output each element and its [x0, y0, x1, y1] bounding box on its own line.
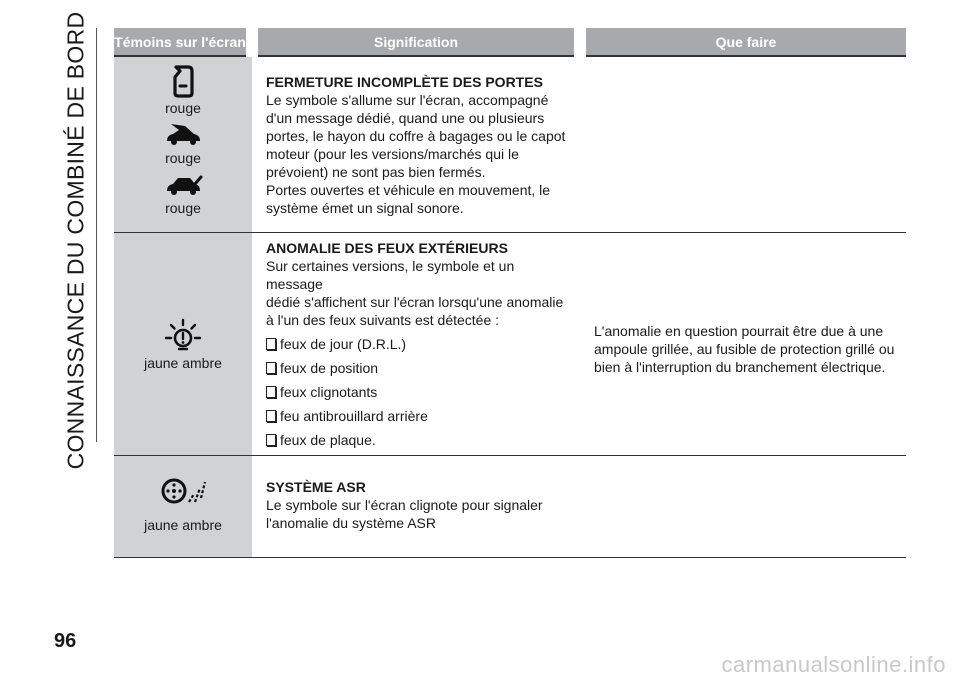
meaning-heading: ANOMALIE DES FEUX EXTÉRIEURS	[266, 239, 508, 256]
indicator-color-label: rouge	[165, 150, 201, 166]
table-row	[114, 232, 906, 455]
side-divider	[96, 28, 97, 442]
header-meaning: Signification	[252, 28, 580, 56]
meaning-text-line: Le symbole sur l'écran clignote pour signaler	[266, 496, 543, 513]
list-item: feux de jour (D.R.L.)	[266, 335, 570, 353]
trunk-open-icon	[163, 169, 203, 199]
indicator-color-label: rouge	[165, 200, 201, 216]
action-cell: L'anomalie en question pourrait être due à une ampoule grillée, au fusible de protection grillé ou bien à l'interruption du branchement électrique.	[580, 232, 906, 455]
list-item: feux de plaque.	[266, 431, 570, 449]
meaning-text-line: d'un message dédié, quand une ou plusieurs	[266, 110, 545, 126]
checkbox-bullet-icon	[266, 410, 276, 422]
meaning-cell	[252, 455, 580, 557]
meaning-heading: FERMETURE INCOMPLÈTE DES PORTES	[266, 74, 543, 90]
meaning-text-line: l'anomalie du système ASR	[266, 514, 436, 531]
indicator-cell	[114, 455, 252, 557]
checkbox-bullet-icon	[266, 362, 276, 374]
header-indicators: Témoins sur l'écran	[114, 28, 252, 56]
list-item: feu antibrouillard arrière	[266, 407, 570, 425]
checkbox-bullet-icon	[266, 338, 276, 350]
checkbox-bullet-icon	[266, 386, 276, 398]
indicator-cell	[114, 56, 252, 232]
checkbox-bullet-icon	[266, 434, 276, 446]
door-open-icon	[170, 63, 196, 99]
action-cell	[580, 56, 906, 232]
list-item: feux clignotants	[266, 383, 570, 401]
meaning-text-line: Le symbole s'allume sur l'écran, accompagné	[266, 92, 549, 108]
lamp-failure-icon	[164, 318, 202, 354]
meaning-text-line: moteur (pour les versions/marchés qui le	[266, 146, 519, 162]
meaning-text-line: Portes ouvertes et véhicule en mouvement, le	[266, 182, 551, 198]
meaning-text-line: système émet un signal sonore.	[266, 200, 464, 216]
indicator-cell	[114, 232, 252, 455]
indicator-color-label: jaune ambre	[144, 354, 222, 371]
meaning-cell	[252, 232, 580, 455]
indicator-color-label: rouge	[165, 100, 201, 116]
page-number: 96	[54, 630, 77, 652]
meaning-cell	[252, 56, 580, 232]
watermark: carmanualsonline.info	[721, 652, 946, 677]
table-header-row	[114, 28, 906, 56]
list-item: feux de position	[266, 359, 570, 377]
meaning-text-line: à l'un des feux suivants est détectée :	[266, 311, 500, 328]
hood-open-icon	[163, 119, 203, 149]
indicator-color-label: jaune ambre	[144, 516, 222, 533]
header-action: Que faire	[580, 28, 906, 56]
asr-skid-icon	[159, 476, 207, 506]
meaning-text-line: prévoient) ne sont pas bien fermés.	[266, 164, 486, 180]
meaning-heading: SYSTÈME ASR	[266, 478, 366, 495]
section-side-title: CONNAISSANCE DU COMBINÉ DE BORD	[62, 11, 89, 469]
warning-lights-table	[114, 28, 906, 558]
meaning-text-line: portes, le hayon du coffre à bagages ou le capot	[266, 128, 566, 144]
meaning-text-line: Sur certaines versions, le symbole et un message	[266, 257, 515, 292]
action-cell	[580, 455, 906, 557]
table-row	[114, 455, 906, 557]
meaning-text-line: dédié s'affichent sur l'écran lorsqu'une anomalie	[266, 293, 564, 310]
table-row	[114, 56, 906, 232]
